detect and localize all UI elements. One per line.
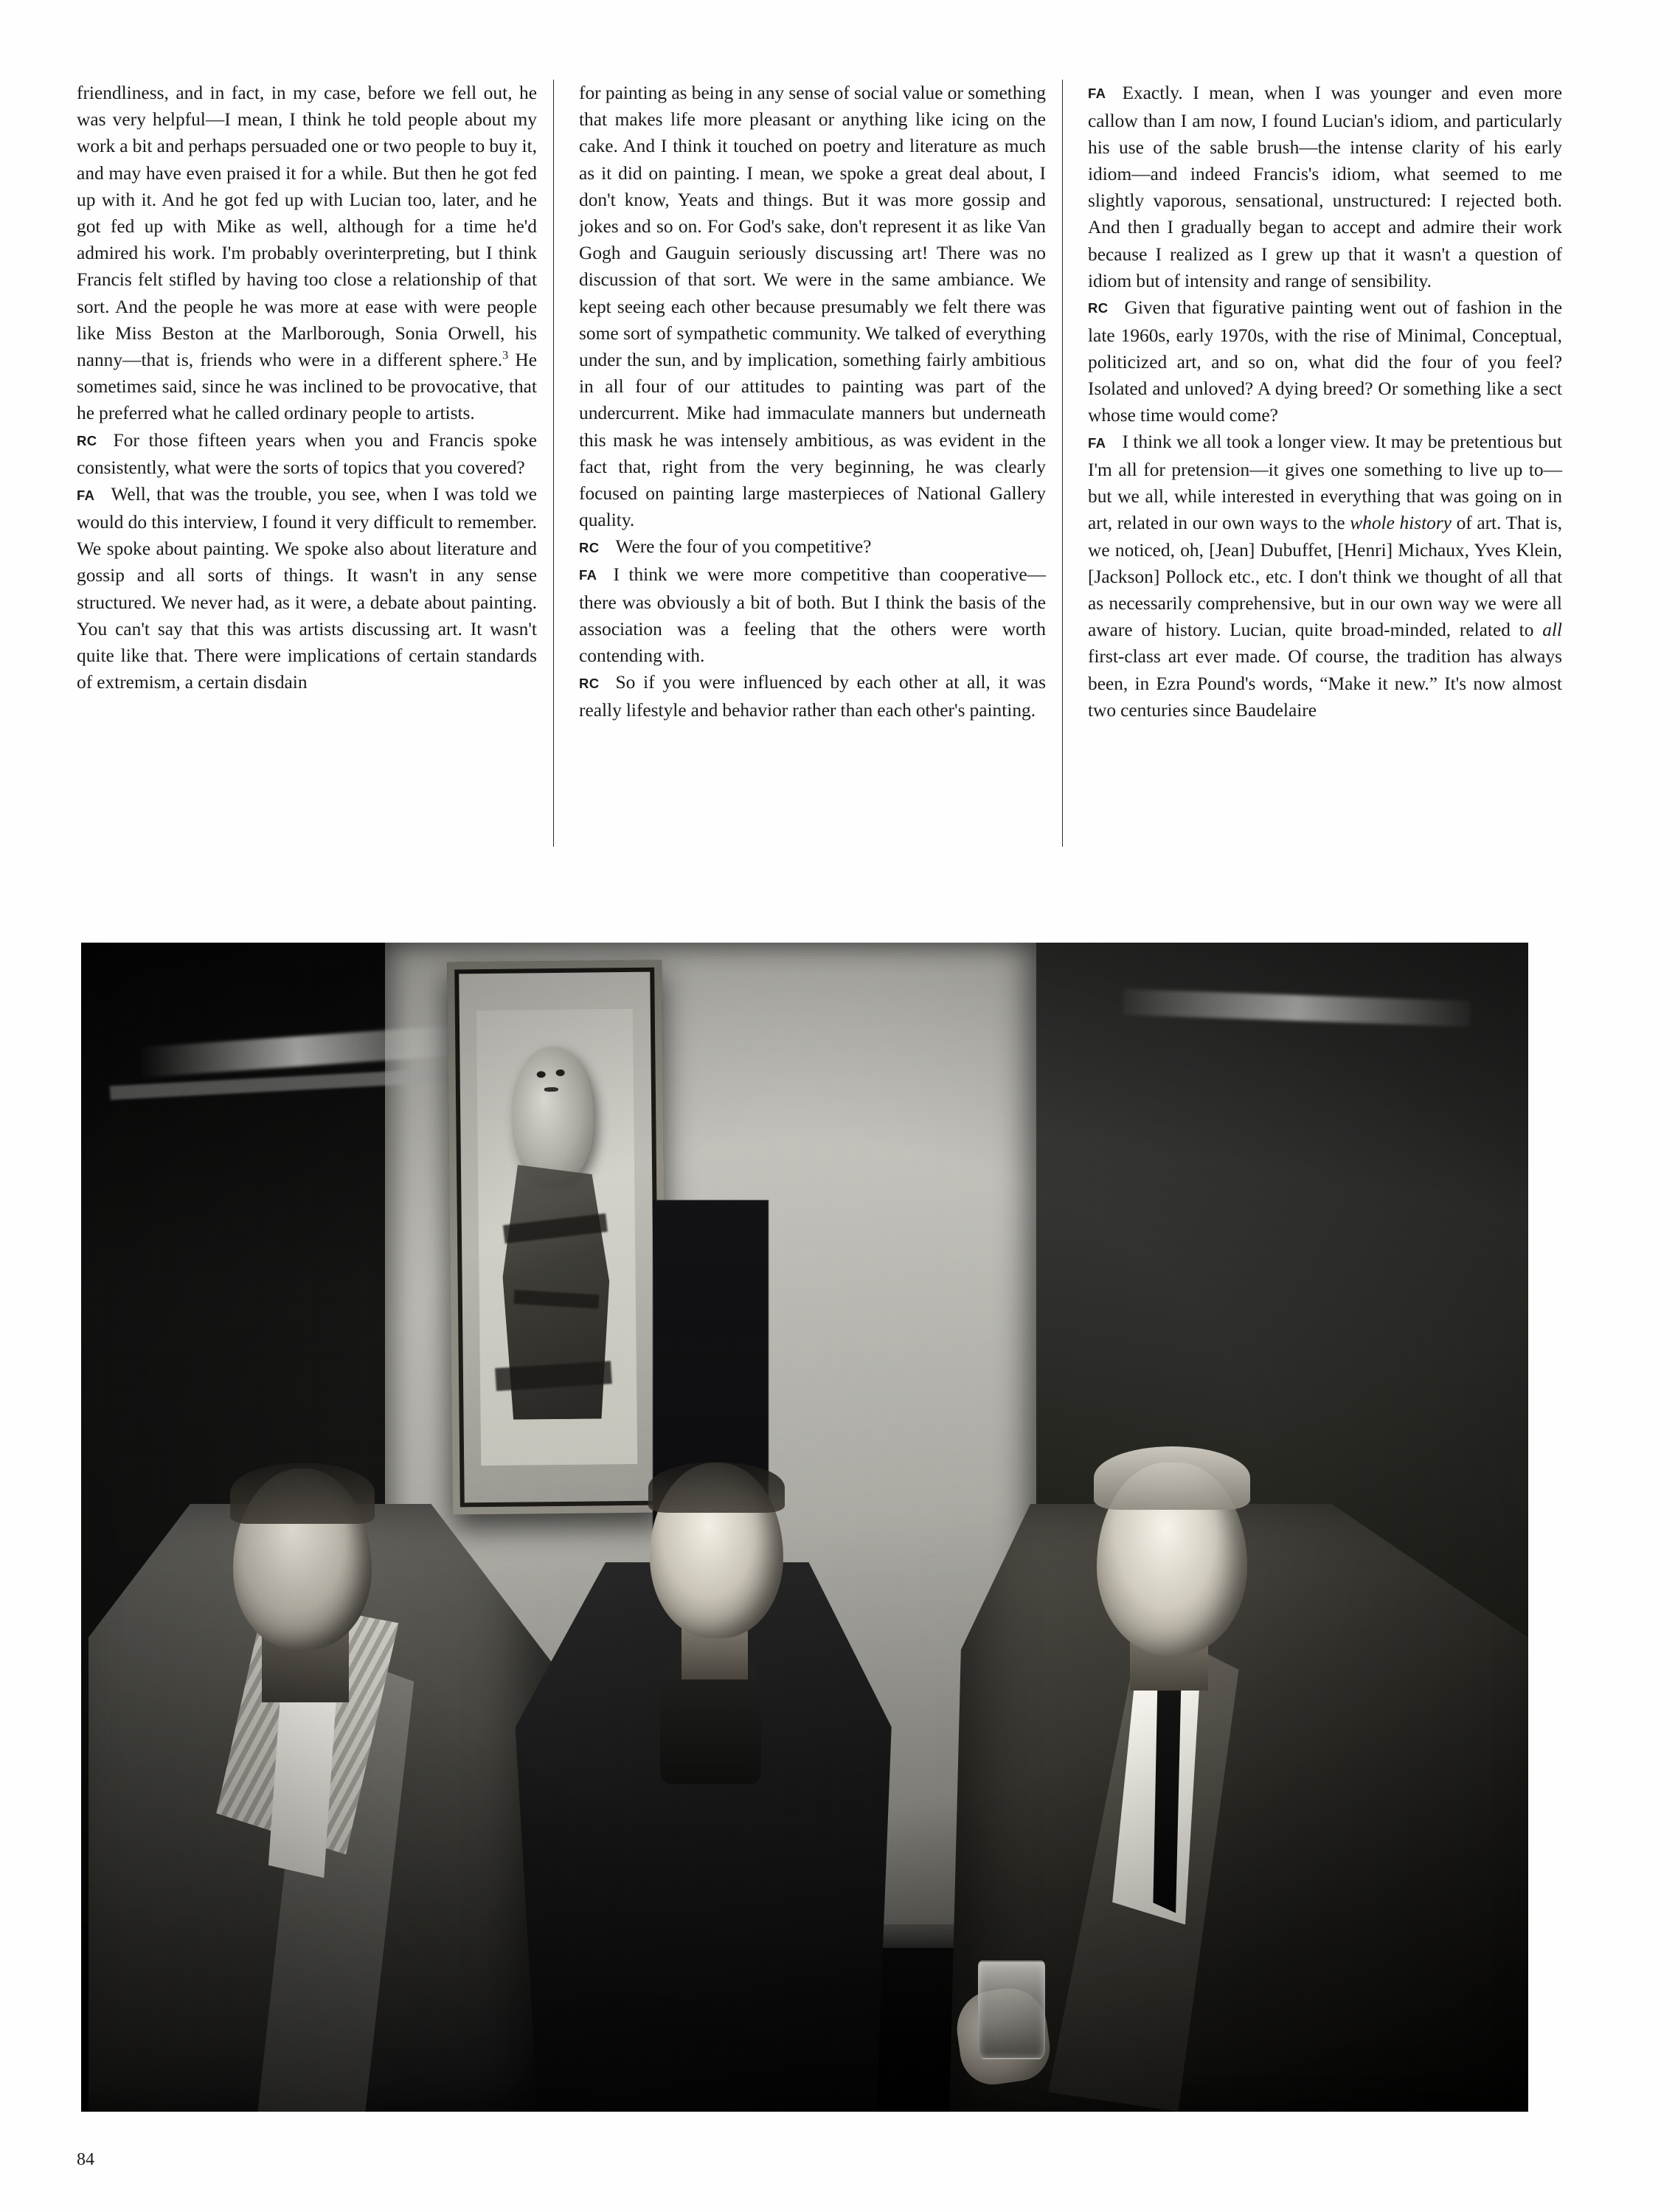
paragraph <box>77 427 537 482</box>
paragraph <box>579 533 1046 561</box>
paragraph <box>77 481 537 696</box>
paragraph-text: Exactly. I mean, when I was younger and even more callow than I am now, I found Lucian's idiom, and particularly his use of the sable brush—the intense clarity of his early idiom—and indeed Francis's idiom, what seemed to me slightly vaporous, sensational, unstructured: I rejected both. And then I gradually began to accept and admire their work because I realized as I grew up that it wasn't a question of idiom but of intensity and range of sensibility. <box>1088 83 1562 291</box>
speaker-label: FA <box>1088 86 1106 102</box>
frame-mat <box>460 972 656 1503</box>
right-man-hair <box>1094 1446 1250 1510</box>
drawing-eye-right <box>555 1069 564 1076</box>
paragraph <box>579 669 1046 724</box>
paragraph-text: So if you were influenced by each other at all, it was really lifestyle and behavior rather than each other's painting. <box>579 672 1046 721</box>
speaker-label: FA <box>77 487 95 503</box>
emphasis-text: whole history <box>1350 513 1452 534</box>
speaker-label: RC <box>1088 300 1109 316</box>
emphasis-text: all <box>1542 620 1562 641</box>
page-number: 84 <box>77 2150 94 2169</box>
paragraph-text-continued: He sometimes said, since he was inclined to be provocative, that he preferred what he called ordinary people to artists. <box>77 350 538 424</box>
paragraph-text: Were the four of you competitive? <box>615 536 872 558</box>
text-columns <box>77 80 1602 847</box>
paragraph <box>1088 80 1562 294</box>
paragraph-text: friendliness, and in fact, in my case, before we fell out, he was very helpful—I mean, I think he told people about my work a bit and perhaps persuaded one or two people to buy it, and may have even praised it for a while. But then he got fed up with it. And he got fed up with Lucian too, later, and he got fed up with Mike as well, although for a time he'd admired his work. I'm probably overinterpreting, but I think Francis felt stifled by having too close a relationship of that sort. And the people he was more at ease with were people like Miss Beston at the Marlborough, Sonia Orwell, his nanny—that is, friends who were in a different sphere. <box>77 83 537 371</box>
drinking-glass <box>978 1960 1044 2059</box>
speaker-label: FA <box>579 567 597 583</box>
paragraph <box>579 561 1046 669</box>
paragraph-text: I think we all took a longer view. It may be pretentious but I'm all for pretension—it gives one something to live up to—but we all, while interested in everything that was going on in art, related in our own ways to the <box>1088 431 1562 534</box>
paragraph-text: Given that figurative painting went out of fashion in the late 1960s, early 1970s, with the rise of Minimal, Conceptual, politicized art, and so on, what did the four of you feel? Isolated and unloved? A dying breed? Or something like a sect whose time would come? <box>1088 297 1562 426</box>
drawing-artwork <box>476 1009 638 1466</box>
paragraph-text: For those fifteen years when you and Francis spoke consistently, what were the sorts of topics that you covered? <box>77 429 537 479</box>
left-man-hair <box>230 1463 375 1523</box>
drawing-eye-left <box>537 1071 546 1078</box>
speaker-label: FA <box>1088 434 1106 451</box>
speaker-label: RC <box>579 675 600 691</box>
speaker-label: RC <box>579 539 600 555</box>
paragraph-text: first-class art ever made. Of course, the tradition has always been, in Ezra Pound's words, “Make it new.” It's now almost two centuries since Baudelaire <box>1088 646 1562 721</box>
paragraph <box>579 80 1046 533</box>
drawing-mouth <box>544 1087 558 1092</box>
drawing-head <box>512 1046 594 1183</box>
paragraph-rich-text <box>1088 431 1562 720</box>
paragraph-text: of art. That is, we noticed, oh, [Jean] Dubuffet, [Henri] Michaux, Yves Klein, [Jackson] Pollock etc., etc. I don't think we thought of all that as necessarily comprehensive, but in our own way we were all aware of history. Lucian, quite broad-minded, related to <box>1088 513 1562 641</box>
paragraph <box>1088 294 1562 429</box>
speaker-label: RC <box>77 433 97 449</box>
photograph <box>81 943 1528 2112</box>
paragraph-text: I think we were more competitive than cooperative—there was obviously a bit of both. But I think the basis of the association was a feeling that the others were worth contending with. <box>579 564 1046 667</box>
paragraph-text: for painting as being in any sense of social value or something that makes life more pleasant or anything like icing on the cake. And I think it touched on poetry and literature as much as it did on painting. I mean, we spoke a great deal about, I don't know, Yeats and things. But it was more gossip and jokes and so on. For God's sake, don't represent it as like Van Gogh and Gauguin seriously discussing art! There was no discussion of that sort. We were in the same ambiance. We kept seeing each other because presumably we felt there was some sort of sympathetic community. We talked of everything under the sun, and by implication, something fairly ambitious in all four of our attitudes to painting was part of the undercurrent. Mike had immaculate manners but underneath this mask he was intensely ambitious, as was evident in the fact that, right from the very beginning, he was clearly focused on painting large masterpieces of National Gallery quality. <box>579 83 1046 531</box>
column-2 <box>553 80 1062 847</box>
column-1 <box>77 80 553 847</box>
paragraph <box>77 80 537 427</box>
paragraph <box>1088 429 1562 724</box>
paragraph-text: Well, that was the trouble, you see, when I was told we would do this interview, I found it very difficult to remember. We spoke about painting. We spoke also about literature and gossip and all sorts of things. It wasn't in any sense structured. We never had, as it were, a debate about painting. You can't say that this was artists discussing art. It wasn't quite like that. There were implications of certain standards of extremism, a certain disdain <box>77 484 537 693</box>
framed-drawing <box>447 960 667 1515</box>
photograph-image <box>81 943 1528 2112</box>
footnote-marker: 3 <box>502 349 509 362</box>
middle-man-hair <box>648 1462 784 1514</box>
column-3 <box>1062 80 1578 847</box>
